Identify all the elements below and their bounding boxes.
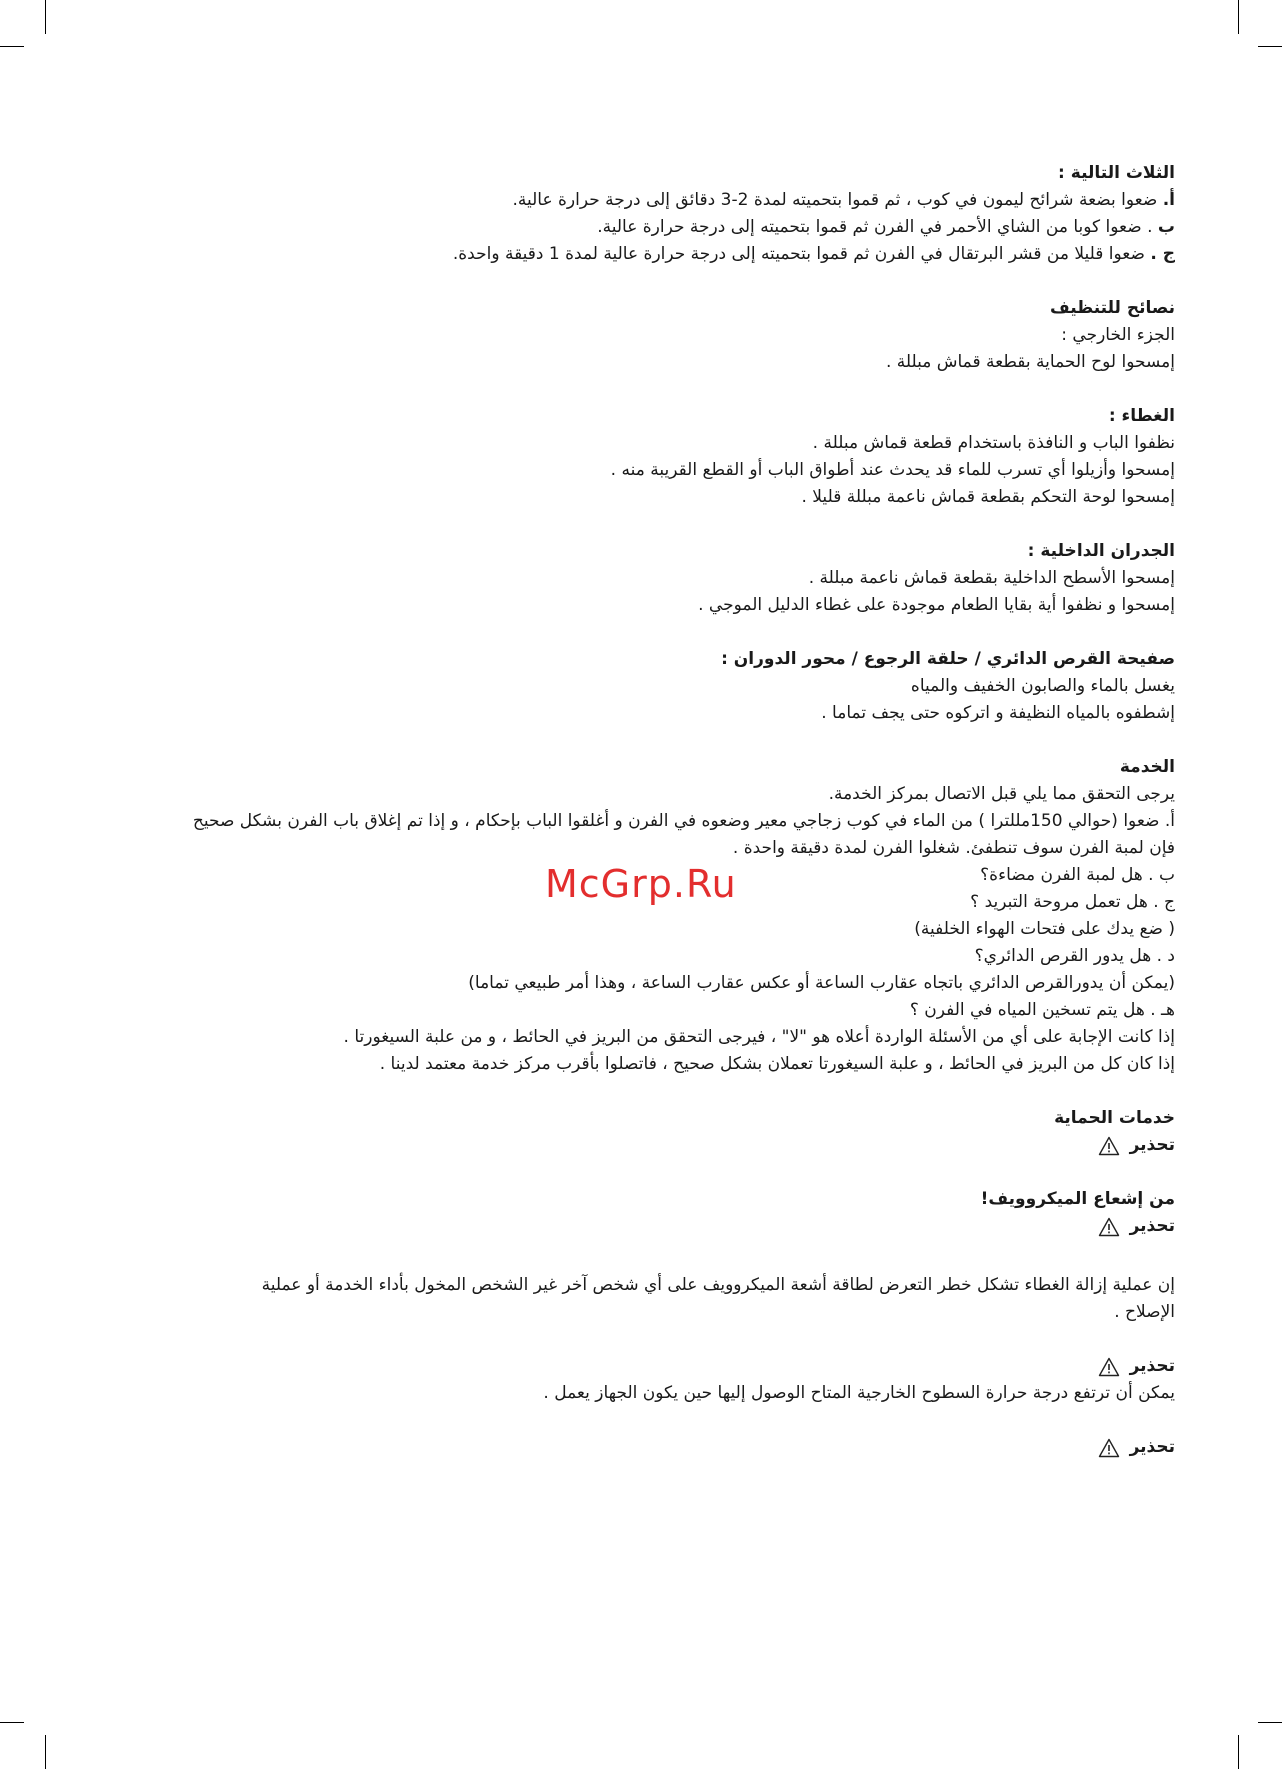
crop-mark <box>1238 0 1239 34</box>
section-heading: من إشعاع الميكروويف! <box>980 1189 1175 1209</box>
crop-mark <box>0 46 24 47</box>
warning-text: تحذير <box>1129 1437 1175 1457</box>
paragraph-line: فإن لمبة الفرن سوف تنطفئ. شغلوا الفرن لمدة دقيقة واحدة . <box>732 838 1175 858</box>
item-marker: أ. <box>1162 190 1175 210</box>
item-text: ضعوا بضعة شرائح ليمون في كوب ، ثم قموا بتحميته لمدة 2-3 دقائق إلى درجة حرارة عالية. <box>512 190 1163 210</box>
warning-text: تحذير <box>1129 1216 1175 1236</box>
section-heading: الجدران الداخلية : <box>1027 541 1175 561</box>
paragraph-line: إمسحوا و نظفوا أية بقايا الطعام موجودة على غطاء الدليل الموجي . <box>698 595 1175 615</box>
paragraph-line: يرجى التحقق مما يلي قبل الاتصال بمركز الخدمة. <box>828 784 1175 804</box>
paragraph-line: إمسحوا لوحة التحكم بقطعة قماش ناعمة مبللة قليلا . <box>801 487 1175 507</box>
warning-triangle-icon <box>1098 1136 1120 1156</box>
item-text: . ضعوا كوبا من الشاي الأحمر في الفرن ثم قموا بتحميته إلى درجة حرارة عالية. <box>597 217 1158 237</box>
list-item <box>100 241 1175 268</box>
crop-mark <box>1238 1735 1239 1769</box>
paragraph-line: الإصلاح . <box>1114 1302 1175 1322</box>
paragraph-line: هـ . هل يتم تسخين المياه في الفرن ؟ <box>909 1000 1175 1020</box>
paragraph-line: إمسحوا وأزيلوا أي تسرب للماء قد يحدث عند أطواق الباب أو القطع القريبة منه . <box>610 460 1175 480</box>
paragraph-line: ب . هل لمبة الفرن مضاءة؟ <box>980 865 1175 885</box>
warning-text: تحذير <box>1129 1135 1175 1155</box>
section-heading: نصائح للتنظيف <box>1049 298 1175 318</box>
warning-triangle-icon <box>1098 1217 1120 1237</box>
paragraph-line: (يمكن أن يدورالقرص الدائري باتجاه عقارب الساعة أو عكس عقارب الساعة ، وهذا أمر طبيعي تماما) <box>468 973 1175 993</box>
page-content <box>100 160 1175 1461</box>
paragraph-line: د . هل يدور القرص الدائري؟ <box>974 946 1175 966</box>
item-marker: ج . <box>1150 244 1175 264</box>
list-item <box>100 187 1175 214</box>
section-heading: صفيحة القرص الدائري / حلقة الرجوع / محور الدوران : <box>721 649 1175 669</box>
warning-triangle-icon <box>1098 1438 1120 1458</box>
paragraph-line: إذا كان كل من البريز في الحائط ، و علبة السيغورتا تعملان بشكل صحيح ، فاتصلوا بأقرب مركز خدمة معتمد لدينا . <box>379 1054 1175 1074</box>
paragraph-line: ج . هل تعمل مروحة التبريد ؟ <box>970 892 1175 912</box>
crop-mark <box>1258 1722 1282 1723</box>
section-heading: الغطاء : <box>1108 406 1175 426</box>
paragraph-line: إذا كانت الإجابة على أي من الأسئلة الواردة أعلاه هو "لا" ، فيرجى التحقق من البريز في الحائط ، و من علبة السيغورتا . <box>343 1027 1175 1047</box>
paragraph-line: إمسحوا الأسطح الداخلية بقطعة قماش ناعمة مبللة . <box>808 568 1175 588</box>
paragraph-line: إمسحوا لوح الحماية بقطعة قماش مبللة . <box>885 352 1175 372</box>
paragraph-line: يغسل بالماء والصابون الخفيف والمياه <box>910 676 1175 696</box>
crop-mark <box>0 1722 24 1723</box>
warning-label <box>100 1213 1175 1240</box>
crop-mark <box>45 1735 46 1769</box>
warning-text: تحذير <box>1129 1356 1175 1376</box>
section-heading: خدمات الحماية <box>1054 1108 1175 1128</box>
watermark: McGrp.Ru <box>545 862 737 906</box>
paragraph-line: نظفوا الباب و النافذة باستخدام قطعة قماش مبللة . <box>812 433 1175 453</box>
paragraph-line: إشطفوه بالمياه النظيفة و اتركوه حتى يجف تماما . <box>821 703 1175 723</box>
warning-label <box>100 1132 1175 1159</box>
item-text: ضعوا قليلا من قشر البرتقال في الفرن ثم قموا بتحميته إلى درجة حرارة عالية لمدة 1 دقيقة واحدة. <box>452 244 1151 264</box>
warning-triangle-icon <box>1098 1357 1120 1377</box>
paragraph-line: أ. ضعوا (حوالي 150مللترا ) من الماء في كوب زجاجي معير وضعوه في الفرن و أغلقوا الباب بإحكام ، و إذا تم إغلاق باب الفرن بشكل صحيح <box>192 811 1175 831</box>
warning-label <box>100 1434 1175 1461</box>
paragraph-line: الجزء الخارجي : <box>1061 325 1175 345</box>
paragraph-line: يمكن أن ترتفع درجة حرارة السطوح الخارجية المتاح الوصول إليها حين يكون الجهاز يعمل . <box>543 1383 1175 1403</box>
warning-label <box>100 1353 1175 1380</box>
list-item <box>100 214 1175 241</box>
section-heading: الثلاث التالية : <box>1058 163 1175 183</box>
item-marker: ب <box>1157 217 1175 237</box>
crop-mark <box>45 0 46 34</box>
section-heading: الخدمة <box>1119 757 1175 777</box>
paragraph-line: إن عملية إزالة الغطاء تشكل خطر التعرض لطاقة أشعة الميكروويف على أي شخص آخر غير الشخص المخول بأداء الخدمة أو عملية <box>261 1275 1175 1295</box>
crop-mark <box>1258 46 1282 47</box>
paragraph-line: ( ضع يدك على فتحات الهواء الخلفية) <box>914 919 1175 939</box>
